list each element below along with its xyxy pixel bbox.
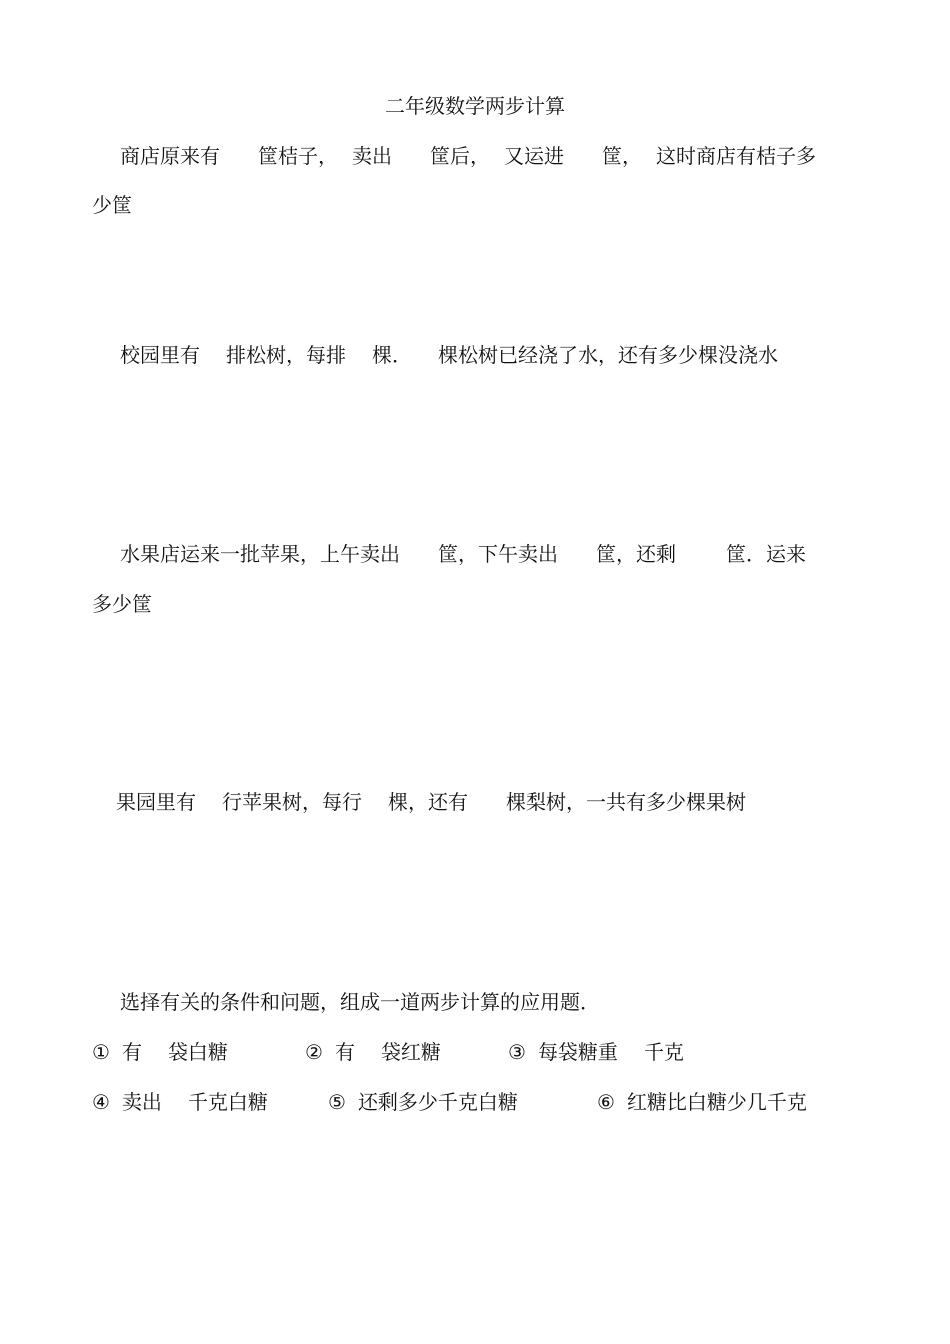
option-number: ①	[92, 1040, 110, 1064]
option-number: ⑥	[597, 1090, 615, 1114]
option-text: 还剩多少千克白糖	[357, 1090, 518, 1114]
problem-1-line-2: 少筐	[92, 193, 132, 217]
problem-1-text: 筐，	[602, 144, 642, 168]
problem-1-text: 商店原来有	[120, 144, 220, 168]
option-2	[305, 1040, 441, 1064]
problem-2-text: 排松树，每排	[226, 343, 346, 367]
problem-4-text: 行苹果树，每行	[222, 790, 362, 814]
problem-2-text: 棵．	[372, 343, 412, 367]
problem-2-text: 校园里有	[120, 343, 200, 367]
option-number: ③	[508, 1040, 526, 1064]
problem-1-text: 又运进	[504, 144, 564, 168]
option-text: 红糖比白糖少几千克	[626, 1090, 807, 1114]
problem-3-text: 水果店运来一批苹果，上午卖出	[120, 542, 400, 566]
option-number: ④	[92, 1090, 110, 1114]
option-text: 袋红糖	[380, 1040, 441, 1064]
problem-3-text: 筐，下午卖出	[438, 542, 558, 566]
page-title: 二年级数学两步计算	[385, 94, 565, 118]
option-text: 有	[121, 1040, 142, 1064]
option-5	[328, 1090, 518, 1114]
problem-1-line-1	[120, 144, 880, 168]
option-text: 有	[334, 1040, 355, 1064]
problem-2-text: 棵松树已经浇了水，还有多少棵没浇水	[438, 343, 778, 367]
instruction-text: 选择有关的条件和问题，组成一道两步计算的应用题．	[120, 990, 600, 1014]
problem-4-text: 棵梨树，一共有多少棵果树	[506, 790, 746, 814]
option-text: 每袋糖重	[537, 1040, 618, 1064]
option-6	[597, 1090, 807, 1114]
option-text: 千克白糖	[187, 1090, 268, 1114]
problem-4-text: 果园里有	[116, 790, 196, 814]
problem-1-text: 筐后，	[430, 144, 490, 168]
problem-1-text: 这时商店有桔子多	[656, 144, 816, 168]
problem-4-line-1	[116, 790, 746, 814]
option-number: ⑤	[328, 1090, 346, 1114]
option-text: 袋白糖	[167, 1040, 228, 1064]
option-1	[92, 1040, 228, 1064]
option-text: 千克	[643, 1040, 684, 1064]
problem-3-text: 筐．运来	[726, 542, 806, 566]
problem-3-line-1	[120, 542, 880, 566]
problem-2-line-1	[120, 343, 880, 367]
option-3	[508, 1040, 684, 1064]
option-text: 卖出	[121, 1090, 162, 1114]
problem-1-text: 筐桔子，	[258, 144, 338, 168]
option-4	[92, 1090, 268, 1114]
problem-3-line-2: 多少筐	[92, 592, 152, 616]
problem-4-text: 棵，还有	[388, 790, 468, 814]
option-number: ②	[305, 1040, 323, 1064]
problem-1-text: 卖出	[352, 144, 392, 168]
problem-3-text: 筐，还剩	[596, 542, 676, 566]
